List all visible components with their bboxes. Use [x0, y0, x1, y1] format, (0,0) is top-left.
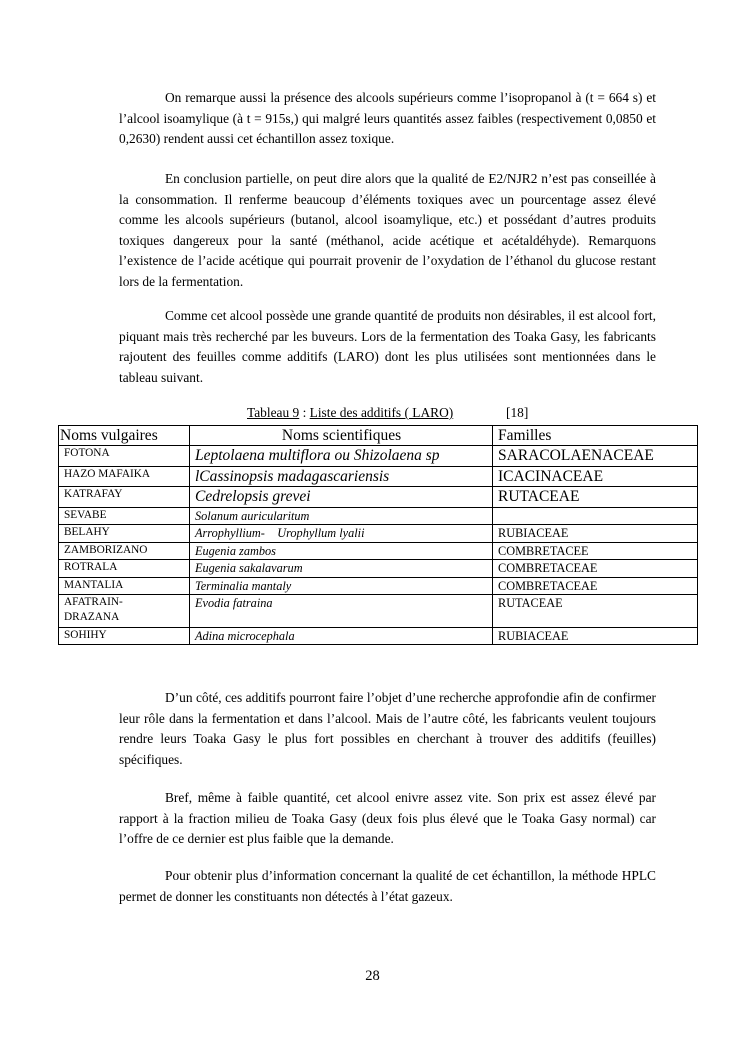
- header-familles: Familles: [493, 426, 698, 446]
- cell-scientific-name: Eugenia zambos: [190, 543, 493, 560]
- paragraph-prix: Bref, même à faible quantité, cet alcool enivre assez vite. Son prix est assez élevé par rapport à la fraction milieu de Toaka Gasy (deux fois plus élevé que le Toaka Gasy normal) car l’offre de ce dernier est plus faible que la demande.: [119, 790, 656, 846]
- cell-vulgar-name: SOHIHY: [59, 628, 190, 645]
- cell-vulgar-name: AFATRAIN- DRAZANA: [59, 595, 190, 628]
- paragraph-alcool-fort: Comme cet alcool possède une grande quantité de produits non désirables, il est alcool fort, piquant mais très recherché par les buveurs. Lors de la fermentation des Toaka Gasy, les fabricants rajoutent des feuilles comme additifs (LARO) dont les plus utilisées sont mentionnées dans le tableau suivant.: [119, 308, 656, 385]
- cell-family: RUTACEAE: [493, 487, 698, 508]
- table-row: [59, 628, 698, 645]
- paragraph-alcools-superieurs: On remarque aussi la présence des alcools supérieurs comme l’isopropanol à (t = 664 s) et l’alcool isoamylique (à t = 915s,) qui malgré leurs quantités assez faibles (respectivement 0,0850 et 0,2630) rendent aussi cet échantillon assez toxique.: [119, 90, 656, 146]
- cell-scientific-name: Arrophyllium- Urophyllum lyalii: [190, 525, 493, 543]
- cell-vulgar-name: MANTALIA: [59, 578, 190, 595]
- cell-vulgar-name: SEVABE: [59, 508, 190, 525]
- cell-family: RUBIACEAE: [493, 525, 698, 543]
- paragraph-recherche-approfondie: D’un côté, ces additifs pourront faire l’objet d’une recherche approfondie afin de confirmer leur rôle dans la fermentation et dans l’alcool. Mais de l’autre côté, les fabricants veulent toujours rendre leurs Toaka Gasy le plus fort possibles en cherchant à trouver des additifs (feuilles) spécifiques.: [119, 690, 656, 767]
- cell-family: COMBRETACEAE: [493, 578, 698, 595]
- table-row: [59, 487, 698, 508]
- cell-vulgar-name: HAZO MAFAIKA: [59, 467, 190, 487]
- cell-vulgar-name: ZAMBORIZANO: [59, 543, 190, 560]
- table-caption-title: Liste des additifs ( LARO): [309, 405, 454, 420]
- paragraph-conclusion-partielle: En conclusion partielle, on peut dire alors que la qualité de E2/NJR2 n’est pas conseillée à la consommation. Il renferme beaucoup d’éléments toxiques avec un pourcentage assez élevé comme les alcools supérieurs (butanol, alcool isoamylique, etc.) et possédant d’autres produits toxiques dangereux pour la santé (méthanol, acide acétique et acétaldéhyde). Remarquons l’existence de l’acide acétique qui pourrait provenir de l’oxydation de l’éthanol du glucose restant lors de la fermentation.: [119, 171, 656, 289]
- cell-scientific-name: Leptolaena multiflora ou Shizolaena sp: [190, 446, 493, 467]
- cell-scientific-name: Evodia fatraina: [190, 595, 493, 628]
- table-caption-label: Tableau 9: [247, 405, 300, 420]
- cell-vulgar-name: KATRAFAY: [59, 487, 190, 508]
- table-caption-separator: :: [299, 405, 310, 420]
- cell-family: [493, 508, 698, 525]
- table-row: [59, 446, 698, 467]
- cell-scientific-name: Cedrelopsis grevei: [190, 487, 493, 508]
- paragraph-methode-hplc: Pour obtenir plus d’information concernant la qualité de cet échantillon, la méthode HPLC permet de donner les constituants non détectés à l’état gazeux.: [119, 868, 656, 904]
- cell-vulgar-name: FOTONA: [59, 446, 190, 467]
- cell-family: RUTACEAE: [493, 595, 698, 628]
- additives-table: [58, 425, 698, 645]
- table-caption-reference: [18]: [506, 405, 529, 420]
- table-row: [59, 560, 698, 578]
- cell-scientific-name: Eugenia sakalavarum: [190, 560, 493, 578]
- cell-scientific-name: lCassinopsis madagascariensis: [190, 467, 493, 487]
- cell-vulgar-name: ROTRALA: [59, 560, 190, 578]
- table-header-row: [59, 426, 698, 446]
- table-row: [59, 543, 698, 560]
- table-row: [59, 525, 698, 543]
- cell-scientific-name: Adina microcephala: [190, 628, 493, 645]
- page-number: 28: [365, 968, 380, 984]
- table-row: [59, 508, 698, 525]
- table-row: [59, 595, 698, 628]
- header-noms-scientifiques: Noms scientifiques: [190, 426, 493, 446]
- header-noms-vulgaires: Noms vulgaires: [59, 426, 190, 446]
- cell-family: ICACINACEAE: [493, 467, 698, 487]
- cell-family: SARACOLAENACEAE: [493, 446, 698, 467]
- cell-scientific-name: Terminalia mantaly: [190, 578, 493, 595]
- cell-scientific-name: Solanum auricularitum: [190, 508, 493, 525]
- table-row: [59, 578, 698, 595]
- table-row: [59, 467, 698, 487]
- cell-family: RUBIACEAE: [493, 628, 698, 645]
- cell-vulgar-name: BELAHY: [59, 525, 190, 543]
- cell-family: COMBRETACEE: [493, 543, 698, 560]
- cell-family: COMBRETACEAE: [493, 560, 698, 578]
